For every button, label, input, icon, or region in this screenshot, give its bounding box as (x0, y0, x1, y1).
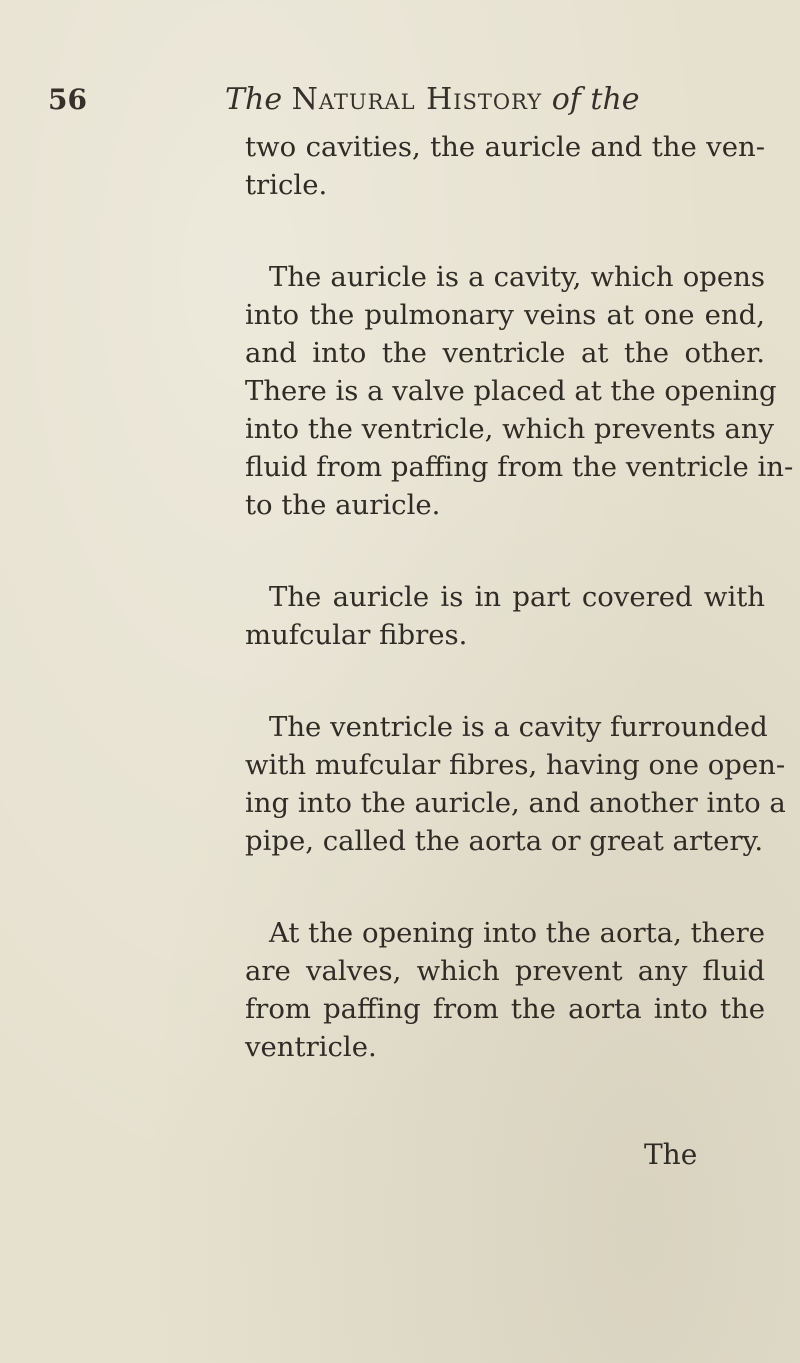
text-line: tricle. (245, 169, 328, 201)
running-title-suffix: of the (551, 82, 640, 117)
text-line: into the pulmonary veins at one end, (245, 299, 765, 331)
running-title-prefix: The (225, 82, 283, 117)
text-line: ventricle. (245, 1031, 377, 1063)
body-text (245, 128, 794, 1066)
page-number: 56 (48, 83, 87, 116)
text-line: are valves, which prevent any fluid (245, 955, 765, 987)
text-line: pipe, called the aorta or great artery. (245, 825, 764, 857)
text-line: The ventricle is a cavity furrounded (269, 711, 768, 743)
text-line: and into the ventricle at the other. (245, 337, 765, 369)
paragraph (245, 708, 786, 860)
catchword: The (644, 1138, 698, 1171)
text-line: ing into the auricle, and another into a (245, 787, 786, 819)
text-line: with mufcular fibres, having one open- (245, 749, 786, 781)
text-line: two cavities, the auricle and the ven- (245, 131, 765, 163)
running-title (225, 82, 640, 117)
text-line: from paffing from the aorta into the (245, 993, 765, 1025)
paragraph (245, 578, 765, 654)
running-title-caps: Natural History (291, 82, 543, 117)
text-line: mufcular fibres. (245, 619, 468, 651)
text-line: fluid from paffing from the ventricle in- (245, 451, 794, 483)
paragraph (245, 914, 765, 1066)
text-line: At the opening into the aorta, there (269, 917, 766, 949)
paragraph (245, 128, 765, 204)
text-line: into the ventricle, which prevents any (245, 413, 775, 445)
text-line: to the auricle. (245, 489, 441, 521)
text-line: The auricle is a cavity, which opens (269, 261, 765, 293)
paragraph (245, 258, 794, 524)
text-line: There is a valve placed at the opening (245, 375, 777, 407)
text-line: The auricle is in part covered with (269, 581, 765, 613)
